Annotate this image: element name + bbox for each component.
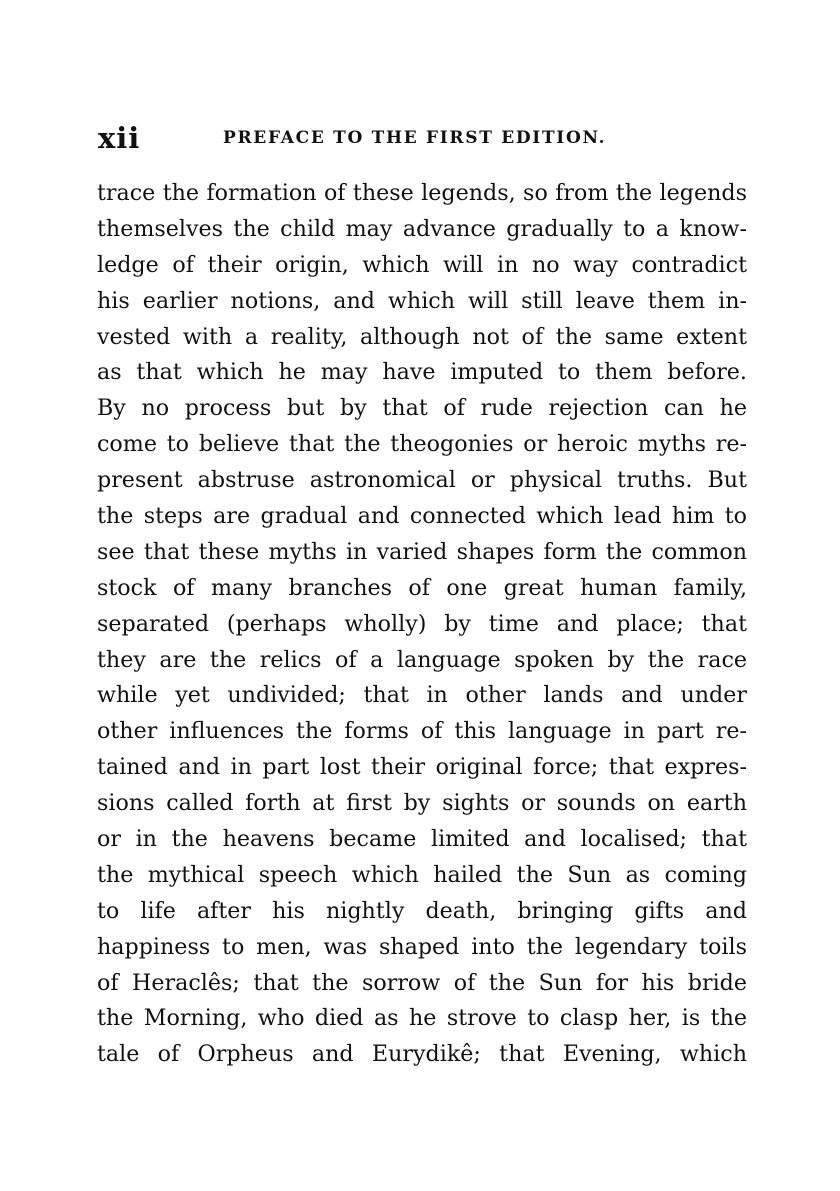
body-text: [97, 176, 747, 1073]
text-line: stock of many branches of one great human family,: [97, 574, 747, 601]
running-title: PREFACE TO THE FIRST EDITION.: [223, 128, 607, 148]
text-line: tale of Orpheus and Eurydikê; that Evening, which: [97, 1041, 747, 1068]
text-line: as that which he may have imputed to them before.: [97, 359, 747, 386]
text-line: the mythical speech which hailed the Sun as coming: [97, 861, 747, 888]
text-line: themselves the child may advance gradually to a know-: [97, 215, 747, 242]
text-line: they are the relics of a language spoken by the race: [97, 646, 747, 673]
text-line: present abstruse astronomical or physical truths. But: [97, 467, 747, 494]
text-line: the Morning, who died as he strove to clasp her, is the: [97, 1005, 747, 1032]
text-line: see that these myths in varied shapes form the common: [97, 538, 747, 565]
text-line: his earlier notions, and which will still leave them in-: [97, 287, 747, 314]
text-line: happiness to men, was shaped into the legendary toils: [97, 933, 747, 960]
text-line: By no process but by that of rude rejection can he: [97, 395, 747, 422]
text-line: tained and in part lost their original force; that expres-: [97, 754, 747, 781]
text-line: while yet undivided; that in other lands and under: [97, 682, 747, 709]
text-line: the steps are gradual and connected which lead him to: [97, 503, 747, 530]
text-line: to life after his nightly death, bringing gifts and: [97, 897, 747, 924]
running-head: [98, 118, 744, 158]
text-line: separated (perhaps wholly) by time and place; that: [97, 610, 747, 637]
text-line: other influences the forms of this language in part re-: [97, 718, 747, 745]
text-line: or in the heavens became limited and localised; that: [97, 826, 747, 853]
text-line: come to believe that the theogonies or heroic myths re-: [97, 431, 747, 458]
text-line: of Heraclês; that the sorrow of the Sun for his bride: [97, 969, 747, 996]
text-line: vested with a reality, although not of the same extent: [97, 323, 747, 350]
text-line: sions called forth at first by sights or sounds on earth: [97, 790, 747, 817]
page-number: xii: [98, 121, 141, 155]
text-line: trace the formation of these legends, so from the legends: [97, 180, 747, 206]
text-line: ledge of their origin, which will in no way contradict: [97, 251, 747, 278]
